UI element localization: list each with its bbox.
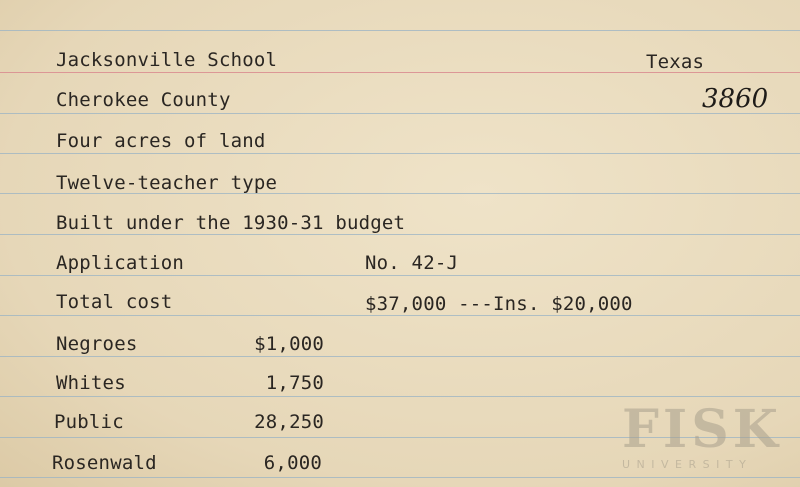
budget-note: Built under the 1930-31 budget — [56, 212, 406, 234]
contribution-label: Rosenwald — [52, 452, 157, 474]
contribution-label: Negroes — [56, 333, 138, 355]
handwritten-card-number: 3860 — [702, 84, 769, 114]
school-name: Jacksonville School — [56, 49, 278, 71]
rule-line — [0, 356, 800, 357]
contribution-value: 1,750 — [265, 372, 324, 394]
contribution-label: Whites — [56, 372, 126, 394]
application-value: No. 42-J — [365, 252, 459, 274]
rule-line — [0, 396, 800, 397]
fisk-university-logo — [622, 399, 792, 480]
logo-subtitle: UNIVERSITY — [622, 458, 753, 471]
rule-line — [0, 275, 800, 276]
contribution-value: 28,250 — [254, 411, 324, 433]
logo-word: FISK — [622, 399, 782, 460]
contribution-value: $1,000 — [254, 333, 324, 355]
rule-line — [0, 153, 800, 154]
land-size: Four acres of land — [56, 130, 266, 152]
total-cost-label: Total cost — [56, 291, 173, 313]
total-cost-value: $37,000 ---Ins. $20,000 — [365, 293, 633, 315]
application-label: Application — [56, 252, 185, 274]
rule-line — [0, 315, 800, 316]
rule-line — [0, 113, 800, 114]
county: Cherokee County — [56, 89, 231, 111]
contribution-value: 6,000 — [263, 452, 322, 474]
rule-line — [0, 234, 800, 235]
school-type: Twelve-teacher type — [56, 172, 278, 194]
rule-line — [0, 30, 800, 31]
contribution-label: Public — [54, 411, 124, 433]
state: Texas — [646, 51, 705, 73]
